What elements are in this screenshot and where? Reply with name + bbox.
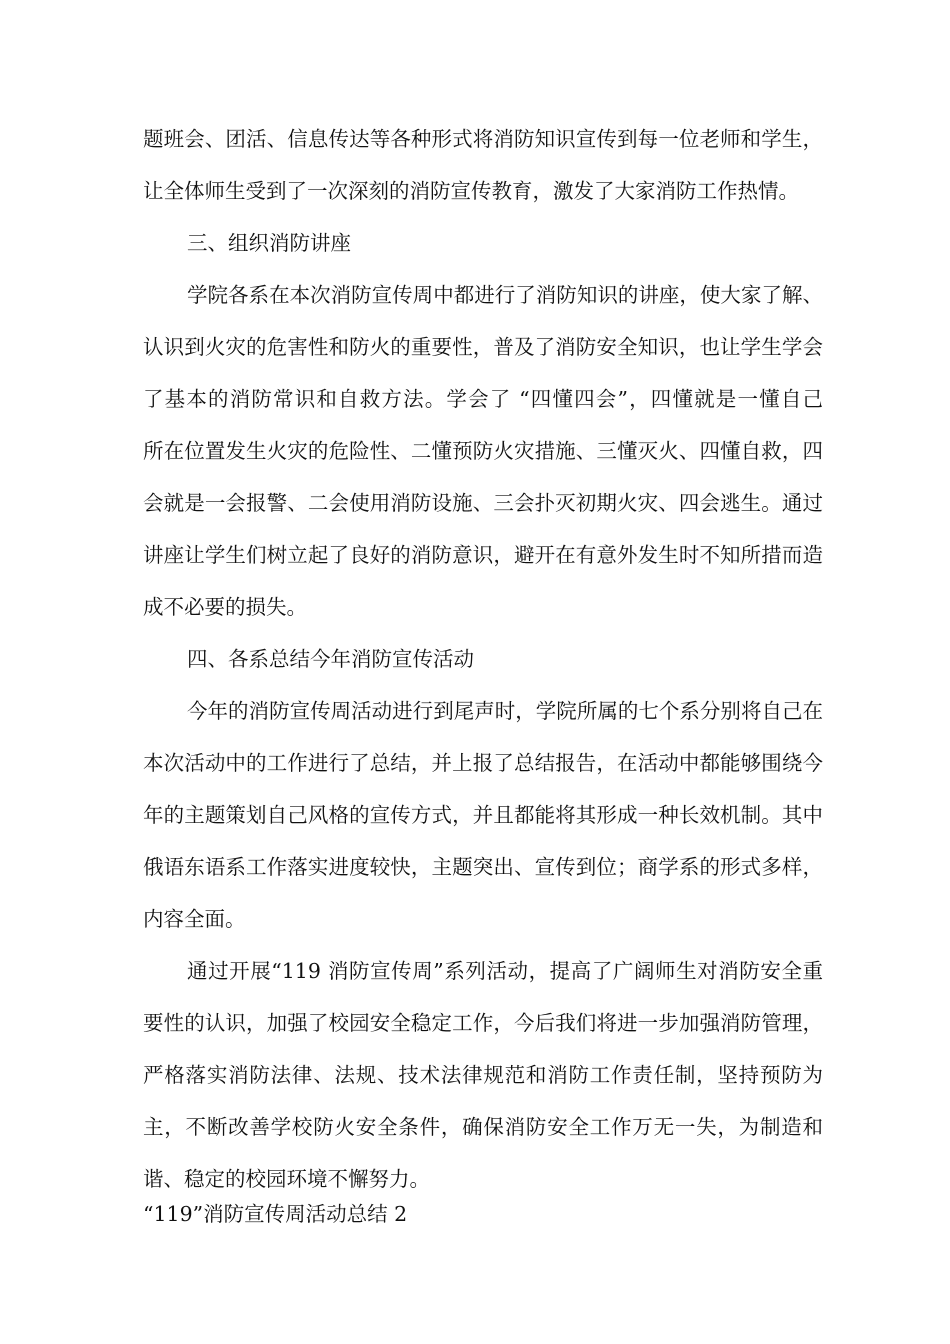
paragraph-line: 谐、稳定的校园环境不懈努力。 (143, 1167, 430, 1191)
section-heading: 四、各系总结今年消防宣传活动 (187, 647, 474, 671)
paragraph-line: 主，不断改善学校防火安全条件，确保消防安全工作万无一失，为制造和 (143, 1115, 823, 1139)
paragraph-line: 年的主题策划自己风格的宣传方式，并且都能将其形成一种长效机制。其中 (143, 803, 823, 827)
next-section-title: “119”消防宣传周活动总结 2 (143, 1202, 408, 1226)
paragraph-line: 会就是一会报警、二会使用消防设施、三会扑灭初期火灾、四会逃生。通过 (143, 491, 823, 515)
paragraph-line: 成不必要的损失。 (143, 595, 307, 619)
paragraph-line: 俄语东语系工作落实进度较快，主题突出、宣传到位；商学系的形式多样， (143, 855, 823, 879)
paragraph-line: 今年的消防宣传周活动进行到尾声时，学院所属的七个系分别将自己在 (187, 699, 823, 723)
paragraph-line: 认识到火灾的危害性和防火的重要性，普及了消防安全知识，也让学生学会 (143, 335, 823, 359)
paragraph-line: 所在位置发生火灾的危险性、二懂预防火灾措施、三懂灭火、四懂自救，四 (143, 439, 823, 463)
paragraph-line: 要性的认识，加强了校园安全稳定工作，今后我们将进一步加强消防管理， (143, 1011, 823, 1035)
paragraph-line: 严格落实消防法律、法规、技术法律规范和消防工作责任制，坚持预防为 (143, 1063, 823, 1087)
paragraph-line: 内容全面。 (143, 907, 246, 931)
paragraph-line: 让全体师生受到了一次深刻的消防宣传教育，激发了大家消防工作热情。 (143, 179, 799, 203)
paragraph-line: 讲座让学生们树立起了良好的消防意识，避开在有意外发生时不知所措而造 (143, 543, 823, 567)
paragraph-line: 了基本的消防常识和自救方法。学会了 “四懂四会”，四懂就是一懂自己 (143, 387, 823, 411)
paragraph-line: 本次活动中的工作进行了总结，并上报了总结报告，在活动中都能够围绕今 (143, 751, 823, 775)
paragraph-line: 通过开展“119 消防宣传周”系列活动，提高了广阔师生对消防安全重 (187, 959, 823, 983)
section-heading: 三、组织消防讲座 (187, 231, 351, 255)
paragraph-line: 学院各系在本次消防宣传周中都进行了消防知识的讲座，使大家了解、 (187, 283, 823, 307)
paragraph-line: 题班会、团活、信息传达等各种形式将消防知识宣传到每一位老师和学生， (143, 127, 823, 151)
